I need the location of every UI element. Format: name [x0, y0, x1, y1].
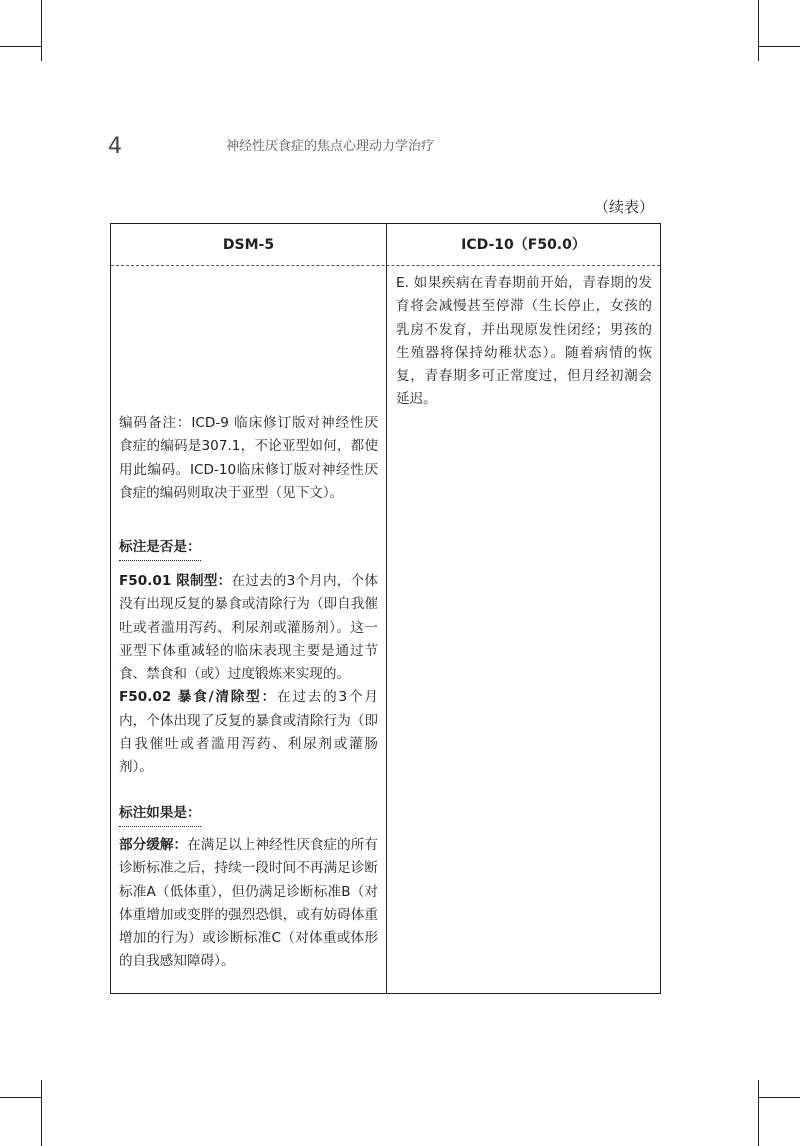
column-divider [386, 224, 387, 993]
crop-mark [0, 46, 42, 47]
header-dsm5: DSM-5 [222, 237, 275, 253]
icd-criterion-e-text: E. 如果疾病在青春期前开始，青春期的发育将会减慢甚至停滞（生长停止，女孩的乳房不发育，并出现原发性闭经；男孩的生殖器将保持幼稚状态）。随着病情的恢复，青春期多可正常度过，但月经初潮会延迟。 [396, 275, 652, 408]
binge-purge-type-text: 在过去的3个月内，个体出现了反复的暴食或清除行为（即自我催吐或者滥用泻药、利尿剂或灌肠剂）。 [119, 689, 378, 776]
crop-mark [758, 1080, 759, 1146]
page-number: 4 [108, 134, 122, 159]
running-head: 神经性厌食症的焦点心理动力学治疗 [226, 139, 435, 154]
criteria-table [110, 223, 661, 994]
restricting-type-text: 在过去的3个月内，个体没有出现反复的暴食或清除行为（即自我催吐或者滥用泻药、利尿剂或灌肠剂）。这一亚型下体重减轻的临床表现主要是通过节食、禁食和（或）过度锻炼来实现的。 [119, 573, 378, 683]
icd-criterion-e [396, 272, 652, 412]
specify-whether-heading: 标注是否是： [119, 536, 201, 561]
crop-mark [41, 0, 42, 61]
partial-remission-text: 在满足以上神经性厌食症的所有诊断标准之后，持续一段时间不再满足诊断标准A（低体重），但仍满足诊断标准B（对体重增加或变胖的强烈恐惧，或有妨碍体重增加的行为）或诊断标准C（对体重或体形的自我感知障碍）。 [119, 837, 379, 970]
crop-mark [0, 1097, 42, 1098]
dsm-partial-remission [119, 834, 378, 974]
binge-purge-type-label: F50.02 暴食/清除型： [119, 689, 277, 706]
dsm-specify-whether [119, 536, 378, 561]
crop-mark [758, 0, 759, 61]
header-divider [111, 265, 660, 266]
restricting-type [119, 570, 378, 686]
partial-remission [119, 834, 378, 974]
coding-note-text: 编码备注：ICD-9 临床修订版对神经性厌食症的编码是307.1，不论亚型如何，都使用此编码。ICD-10临床修订版对神经性厌食症的编码则取决于亚型（见下文）。 [119, 415, 378, 501]
binge-purge-type [119, 686, 378, 779]
dsm-coding-note [119, 412, 378, 505]
crop-mark [758, 1097, 800, 1098]
dsm-specify-if [119, 802, 378, 827]
crop-mark [41, 1080, 42, 1146]
dsm-subtypes [119, 570, 378, 780]
partial-remission-label: 部分缓解： [119, 837, 188, 853]
restricting-type-label: F50.01 限制型： [119, 573, 232, 589]
specify-if-heading: 标注如果是： [119, 802, 201, 827]
header-icd10: ICD-10（F50.0） [461, 237, 586, 253]
continued-label: （续表） [594, 198, 655, 216]
crop-mark [758, 46, 800, 47]
